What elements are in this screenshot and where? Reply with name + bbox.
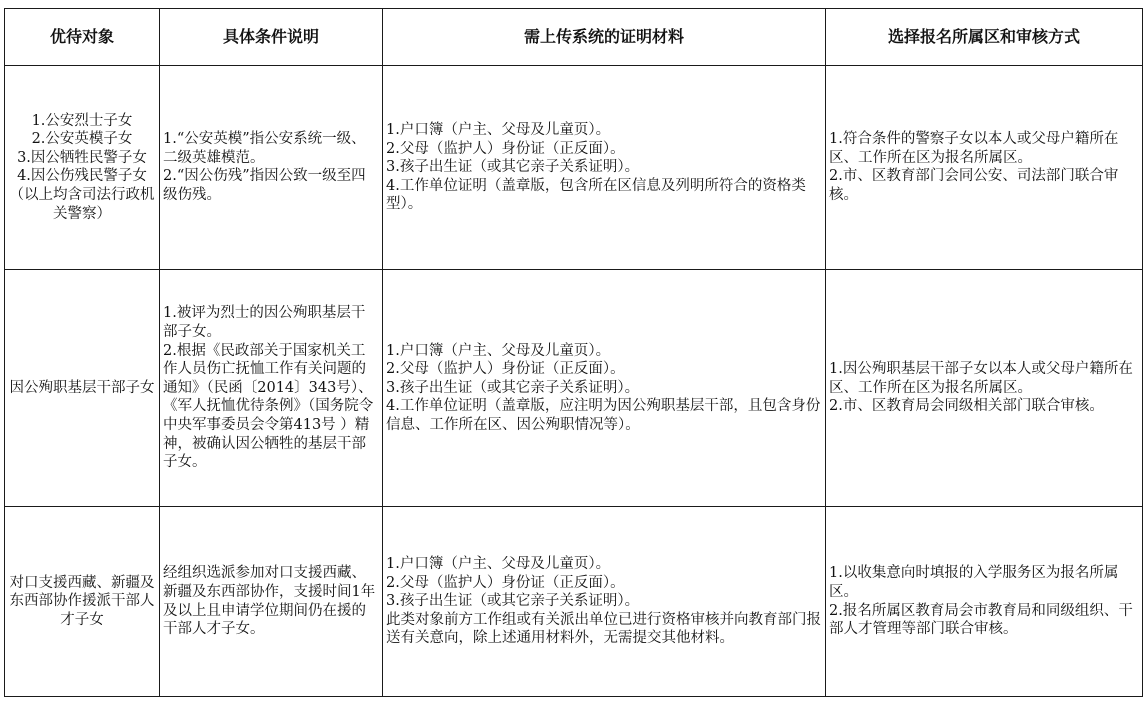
cell-method (826, 507, 1143, 697)
cell-conditions (160, 507, 383, 697)
cell-object (5, 269, 160, 506)
material-item: 4.工作单位证明（盖章版，应注明为因公殉职基层干部，且包含身份信息、工作所在区、因公殉职情况等）。 (386, 398, 821, 433)
object-line: 4.因公伤残民警子女 (17, 168, 147, 185)
material-item: 2.父母（监护人）身份证（正反面）。 (386, 361, 625, 378)
method-item: 1.以收集意向时填报的入学服务区为报名所属区。 (829, 565, 1119, 600)
material-item: 3.孩子出生证（或其它亲子关系证明）。 (386, 379, 640, 396)
preferential-policy-table (4, 8, 1143, 697)
cell-materials (383, 269, 826, 506)
cell-object (5, 507, 160, 697)
cell-materials (383, 66, 826, 270)
condition-item: 经组织选派参加对口支援西藏、新疆及东西部协作，支援时间1年及以上且申请学位期间仍在援的干部人才子女。 (163, 565, 376, 638)
material-item: 1.户口簿（户主、父母及儿童页）。 (386, 342, 611, 359)
material-item: 1.户口簿（户主、父母及儿童页）。 (386, 122, 611, 138)
material-item: 2.父母（监护人）身份证（正反面）。 (386, 140, 625, 157)
table-row (5, 269, 1143, 506)
object-line: （以上均含司法行政机关警察） (9, 187, 155, 222)
condition-item: 2.“因公伤残”指因公致一级至四级伤残。 (163, 168, 366, 204)
material-item: 4.工作单位证明（盖章版，包含所在区信息及列明所符合的资格类型）。 (386, 177, 806, 213)
cell-materials (383, 507, 826, 697)
object-line: 因公殉职基层干部子女 (9, 379, 155, 396)
method-item: 2.报名所属区教育局会市教育局和同级组织、干部人才管理等部门联合审核。 (829, 602, 1133, 638)
header-row (5, 9, 1143, 66)
header-object: 优待对象 (5, 9, 160, 66)
cell-object (5, 66, 160, 270)
material-item: 3.孩子出生证（或其它亲子关系证明）。 (386, 159, 640, 176)
object-line: 3.因公牺牲民警子女 (17, 149, 147, 166)
table-row (5, 507, 1143, 697)
cell-method (826, 66, 1143, 270)
material-item: 3.孩子出生证（或其它亲子关系证明）。 (386, 593, 640, 610)
object-line: 1.公安烈士子女 (31, 112, 133, 129)
cell-conditions (160, 269, 383, 506)
method-item: 1.符合条件的警察子女以本人或父母户籍所在区、工作所在区为报名所属区。 (829, 131, 1119, 166)
cell-method (826, 269, 1143, 506)
material-item: 此类对象前方工作组或有关派出单位已进行资格审核并向教育部门报送有关意向，除上述通用材料外，无需提交其他材料。 (386, 611, 821, 647)
method-item: 1.因公殉职基层干部子女以本人或父母户籍所在区、工作所在区为报名所属区。 (829, 361, 1133, 396)
header-materials: 需上传系统的证明材料 (383, 9, 826, 66)
condition-item: 2.根据《民政部关于国家机关工作人员伤亡抚恤工作有关问题的通知》（民函〔2014〕343号）、《军人抚恤优待条例》（国务院令中央军事委员会令第413号 ）精神，被确认因公牺牲的基层干部子女。 (163, 342, 374, 471)
header-method: 选择报名所属区和审核方式 (826, 9, 1143, 66)
cell-conditions (160, 66, 383, 270)
table-row (5, 66, 1143, 270)
object-line: 对口支援西藏、新疆及东西部协作援派干部人才子女 (9, 574, 155, 628)
header-conditions: 具体条件说明 (160, 9, 383, 66)
method-item: 2.市、区教育部门会同公安、司法部门联合审核。 (829, 168, 1119, 204)
condition-item: 1.“公安英模”指公安系统一级、二级英雄模范。 (163, 131, 366, 166)
method-item: 2.市、区教育局会同级相关部门联合审核。 (829, 398, 1104, 415)
object-line: 2.公安英模子女 (31, 131, 133, 148)
condition-item: 1.被评为烈士的因公殉职基层干部子女。 (163, 305, 366, 340)
material-item: 2.父母（监护人）身份证（正反面）。 (386, 574, 625, 591)
material-item: 1.户口簿（户主、父母及儿童页）。 (386, 556, 611, 573)
